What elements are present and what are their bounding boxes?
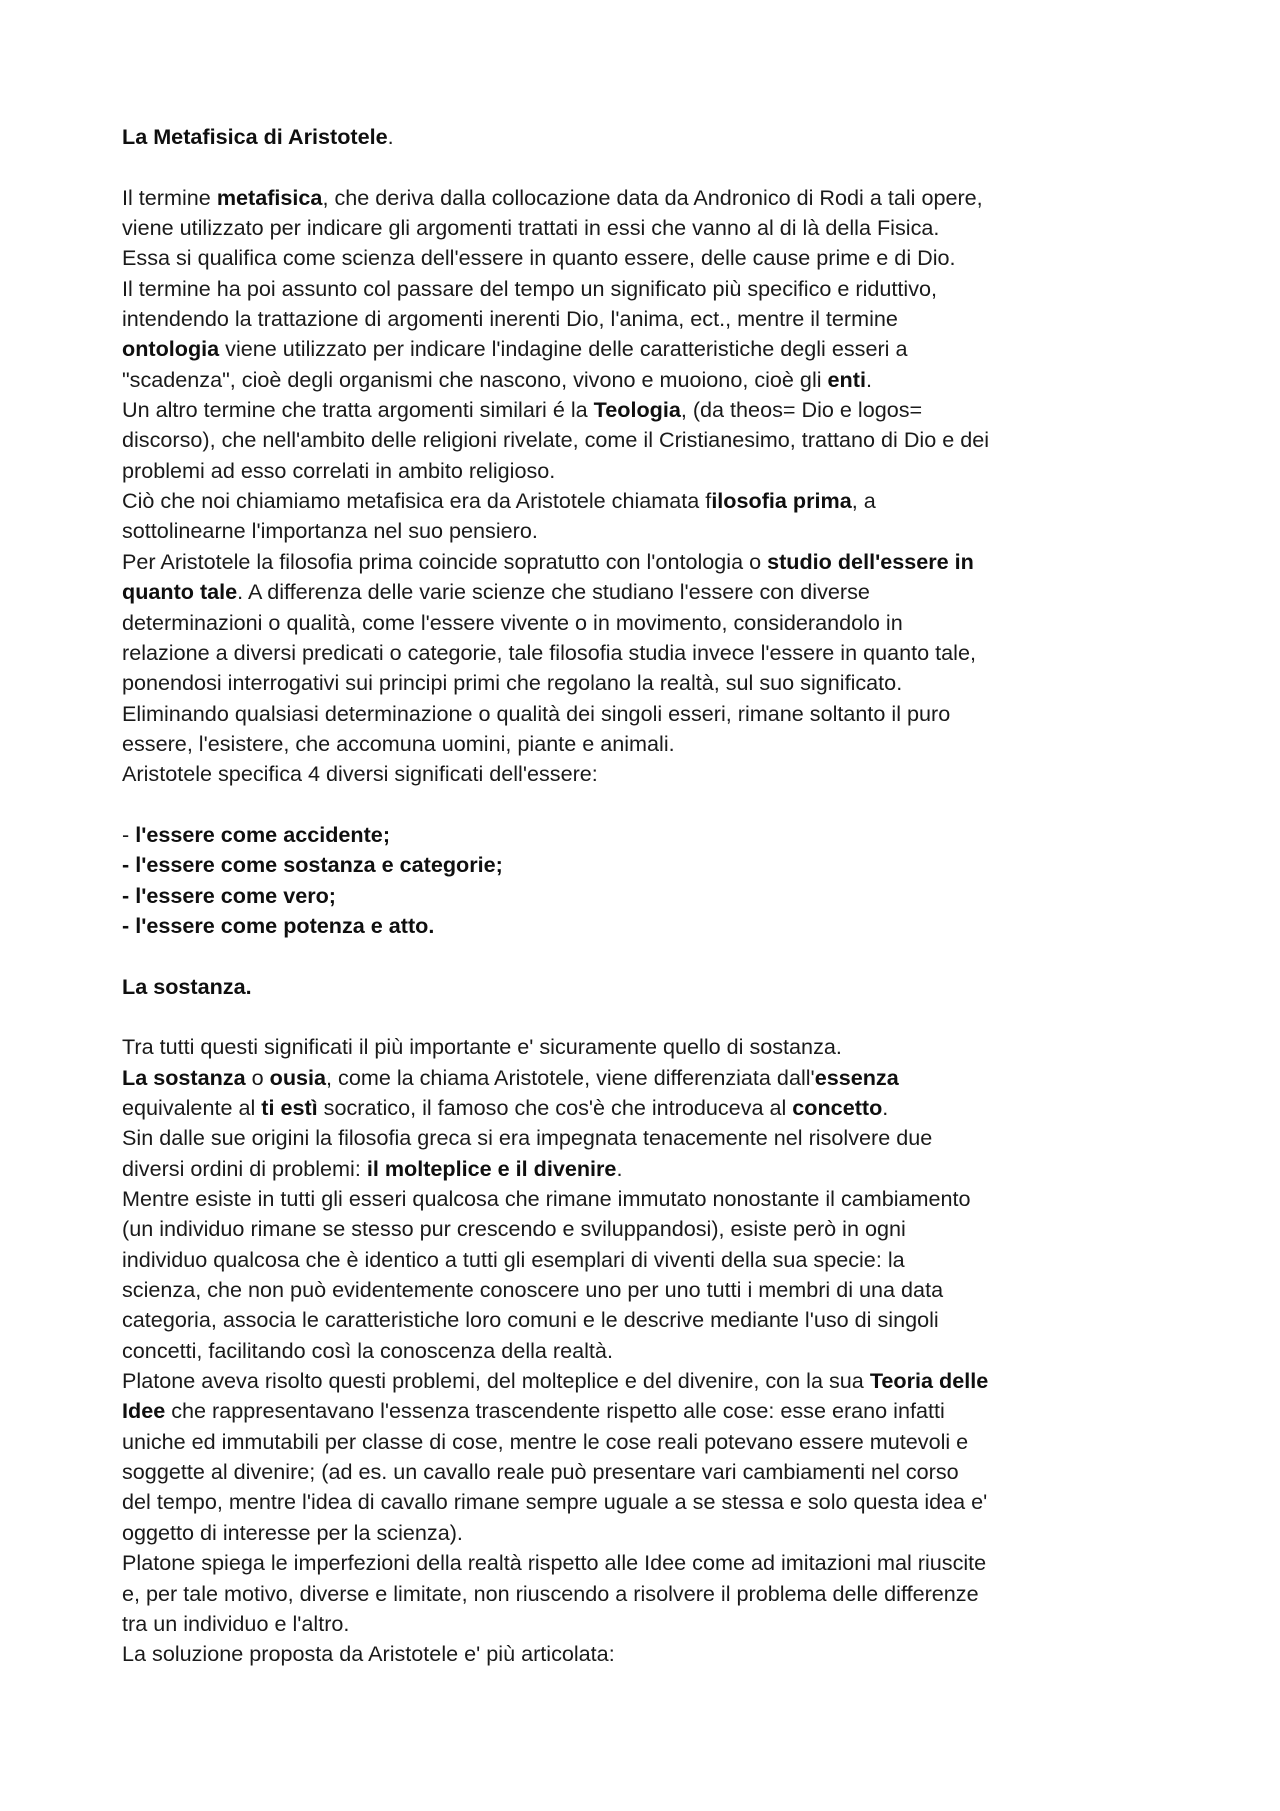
text-line: La sostanza o ousia, come la chiama Aristotele, viene differenziata dall'essenza xyxy=(122,1064,899,1090)
term-metafisica: metafisica xyxy=(216,184,323,210)
list-item: - l'essere come vero; xyxy=(122,882,336,908)
section-heading: La sostanza. xyxy=(122,973,252,999)
document-title: La Metafisica di Aristotele. xyxy=(122,124,394,149)
term-concetto: concetto xyxy=(792,1095,883,1120)
sostanza-paragraph xyxy=(122,1032,1172,1669)
text-line: concetti, facilitando così la conoscenza della realtà. xyxy=(122,1337,613,1363)
text-line: (un individuo rimane se stesso pur crescendo e sviluppandosi), esiste però in ogni xyxy=(122,1216,906,1242)
text-line: diversi ordini di problemi: il molteplice e il divenire. xyxy=(122,1155,623,1181)
term-filosofia-prima: ilosofia prima xyxy=(711,488,852,514)
text-line: equivalente al ti estì socratico, il famoso che cos'è che introduceva al concetto. xyxy=(122,1095,889,1120)
term-molteplice-divenire: il molteplice e il divenire xyxy=(366,1155,617,1181)
term-la-sostanza: La sostanza xyxy=(122,1064,246,1090)
document-body xyxy=(122,122,1172,1670)
text-line: La soluzione proposta da Aristotele e' più articolata: xyxy=(122,1641,615,1667)
text-line: Platone spiega le imperfezioni della realtà rispetto alle Idee come ad imitazioni mal riuscite xyxy=(122,1550,987,1576)
term-studio-essere: studio dell'essere in xyxy=(767,548,974,574)
text-line: Sin dalle sue origini la filosofia greca si era impegnata tenacemente nel risolvere due xyxy=(122,1125,933,1151)
text-line: problemi ad esso correlati in ambito religioso. xyxy=(122,457,556,483)
term-idee: Idee xyxy=(122,1398,166,1424)
meanings-list xyxy=(122,820,1172,941)
list-item: - l'essere come accidente; xyxy=(122,821,391,847)
text-line: Ciò che noi chiamiamo metafisica era da Aristotele chiamata filosofia prima, a xyxy=(122,488,876,514)
text-line: essere, l'esistere, che accomuna uomini, piante e animali. xyxy=(122,730,675,756)
text-line: Tra tutti questi significati il più importante e' sicuramente quello di sostanza. xyxy=(122,1034,842,1060)
text-line: e, per tale motivo, diverse e limitate, non riuscendo a risolvere il problema delle differenze xyxy=(122,1580,979,1606)
text-line: viene utilizzato per indicare gli argomenti trattati in essi che vanno al di là della Fisica. xyxy=(122,215,940,241)
list-item: - l'essere come potenza e atto. xyxy=(122,912,435,938)
text-line: intendendo la trattazione di argomenti inerenti Dio, l'anima, ect., mentre il termine xyxy=(122,306,898,332)
intro-paragraph xyxy=(122,183,1172,790)
term-ontologia: ontologia xyxy=(122,336,220,362)
term-teoria-delle: Teoria delle xyxy=(869,1368,989,1394)
text-line: oggetto di interesse per la scienza). xyxy=(122,1519,463,1545)
text-line: soggette al divenire; (ad es. un cavallo reale può presentare vari cambiamenti nel corso xyxy=(122,1459,959,1485)
list-item: - l'essere come sostanza e categorie; xyxy=(122,852,503,878)
text-line: uniche ed immutabili per classe di cose, mentre le cose reali potevano essere mutevoli e xyxy=(122,1428,969,1454)
text-line: Idee che rappresentavano l'essenza trascendente rispetto alle cose: esse erano infatti xyxy=(122,1398,945,1424)
text-line: Essa si qualifica come scienza dell'essere in quanto essere, delle cause prime e di Dio. xyxy=(122,245,956,271)
text-line: Per Aristotele la filosofia prima coincide sopratutto con l'ontologia o studio dell'essere in xyxy=(122,548,974,574)
text-line: tra un individuo e l'altro. xyxy=(122,1610,350,1636)
text-line: individuo qualcosa che è identico a tutti gli esemplari di viventi della sua specie: la xyxy=(122,1246,905,1272)
text-line: ontologia viene utilizzato per indicare l'indagine delle caratteristiche degli esseri a xyxy=(122,336,908,362)
term-quanto-tale: quanto tale xyxy=(122,579,238,605)
term-essenza: essenza xyxy=(814,1064,899,1090)
text-line: "scadenza", cioè degli organismi che nascono, vivono e muoiono, cioè gli enti. xyxy=(122,366,872,392)
text-line: Eliminando qualsiasi determinazione o qualità dei singoli esseri, rimane soltanto il puro xyxy=(122,700,951,726)
text-line: Aristotele specifica 4 diversi significati dell'essere: xyxy=(122,761,598,787)
text-line: sottolinearne l'importanza nel suo pensiero. xyxy=(122,518,538,544)
text-line: quanto tale. A differenza delle varie scienze che studiano l'essere con diverse xyxy=(122,579,870,605)
text-line: Il termine metafisica, che deriva dalla collocazione data da Andronico di Rodi a tali opere, xyxy=(122,184,983,210)
term-teologia: Teologia xyxy=(593,397,681,423)
text-line: discorso), che nell'ambito delle religioni rivelate, come il Cristianesimo, trattano di Dio e dei xyxy=(122,427,990,453)
text-line: Mentre esiste in tutti gli esseri qualcosa che rimane immutato nonostante il cambiamento xyxy=(122,1186,971,1212)
title-text: La Metafisica di Aristotele xyxy=(122,124,388,149)
text-line: determinazioni o qualità, come l'essere vivente o in movimento, considerandolo in xyxy=(122,609,903,635)
text-line: Platone aveva risolto questi problemi, del molteplice e del divenire, con la sua Teoria delle xyxy=(122,1368,989,1394)
text-line: del tempo, mentre l'idea di cavallo rimane sempre uguale a se stessa e solo questa idea e' xyxy=(122,1489,988,1515)
text-line: Il termine ha poi assunto col passare del tempo un significato più specifico e riduttivo, xyxy=(122,275,938,301)
term-ti-esti: ti estì xyxy=(261,1095,318,1120)
text-line: ponendosi interrogativi sui principi primi che regolano la realtà, sul suo significato. xyxy=(122,670,903,696)
term-ousia: ousia xyxy=(269,1064,327,1090)
term-enti: enti xyxy=(827,366,866,392)
text-line: scienza, che non può evidentemente conoscere uno per uno tutti i membri di una data xyxy=(122,1277,944,1303)
text-line: Un altro termine che tratta argomenti similari é la Teologia, (da theos= Dio e logos= xyxy=(122,397,923,423)
text-line: categoria, associa le caratteristiche loro comuni e le descrive mediante l'uso di singoli xyxy=(122,1307,939,1333)
text-line: relazione a diversi predicati o categorie, tale filosofia studia invece l'essere in quanto tale, xyxy=(122,639,976,665)
